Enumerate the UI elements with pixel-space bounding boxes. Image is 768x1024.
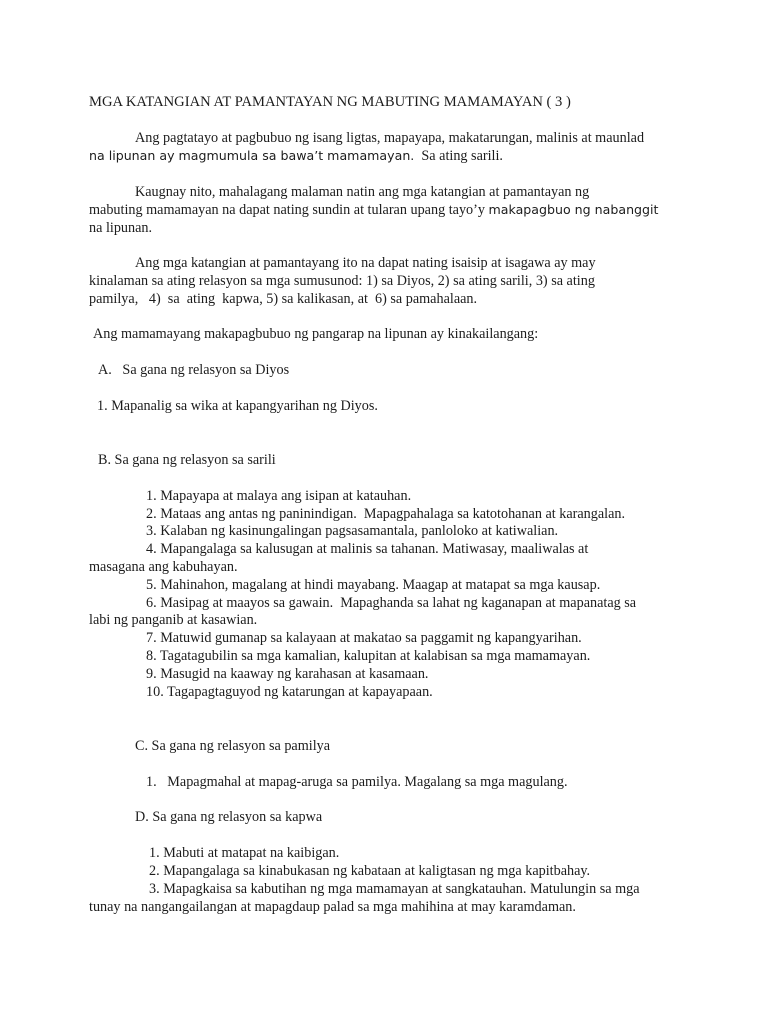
section-d-item-2: 2. Mapangalaga sa kinabukasan ng kabataan at kaligtasan ng mga kapitbahay. [149,863,591,879]
intro-line: Ang mamamayang makapagbubuo ng pangarap na lipunan ay kinakailangang: [93,326,539,342]
section-b-item-9: 9. Masugid na kaaway ng karahasan at kasamaan. [146,666,429,682]
section-d-item-1: 1. Mabuti at matapat na kaibigan. [149,845,340,861]
section-b-item-8: 8. Tagatagubilin sa mga kamalian, kalupitan at kalabisan sa mga mamamayan. [146,648,591,664]
paragraph-2-line-2 [89,201,658,219]
section-a-heading: A. Sa gana ng relasyon sa Diyos [98,362,290,378]
paragraph-1-line-2-part-a: na lipunan ay magmumula sa bawa’t mamamayan. [89,148,415,163]
section-b-item-2: 2. Mataas ang antas ng paninindigan. Mapagpahalaga sa katotohanan at karangalan. [146,506,626,522]
section-b-item-6: 6. Masipag at maayos sa gawain. Mapaghanda sa lahat ng kaganapan at mapanatag sa [146,595,637,611]
section-b-heading: B. Sa gana ng relasyon sa sarili [98,452,276,468]
section-d-item-3-cont: tunay na nangangailangan at mapagdaup palad sa mga mahihina at may karamdaman. [89,899,576,915]
section-d-item-3: 3. Mapagkaisa sa kabutihan ng mga mamamayan at sangkatauhan. Matulungin sa mga [149,881,640,897]
section-d-heading: D. Sa gana ng relasyon sa kapwa [135,809,323,825]
paragraph-3-line-3: pamilya, 4) sa ating kapwa, 5) sa kalikasan, at 6) sa pamahalaan. [89,291,478,307]
section-b-item-7: 7. Matuwid gumanap sa kalayaan at makatao sa paggamit ng kapangyarihan. [146,630,582,646]
paragraph-3-line-1: Ang mga katangian at pamantayang ito na dapat nating isaisip at isagawa ay may [135,255,596,271]
paragraph-2-line-2-part-b: makapagbuo ng nabanggit [488,202,659,217]
section-b-item-3: 3. Kalaban ng kasinungalingan pagsasamantala, panloloko at katiwalian. [146,523,559,539]
section-b-item-4: 4. Mapangalaga sa kalusugan at malinis sa tahanan. Matiwasay, maaliwalas at [146,541,589,557]
paragraph-3-line-2: kinalaman sa ating relasyon sa mga sumusunod: 1) sa Diyos, 2) sa ating sarili, 3) sa ating [89,273,595,289]
paragraph-1-line-2 [89,147,503,165]
paragraph-2-line-3: na lipunan. [89,220,153,236]
paragraph-1-line-2-part-b: Sa ating sarili. [414,148,503,164]
section-b-item-5: 5. Mahinahon, magalang at hindi mayabang. Maagap at matapat sa mga kausap. [146,577,601,593]
section-b-item-6-cont: labi ng panganib at kasawian. [89,612,258,628]
section-c-heading: C. Sa gana ng relasyon sa pamilya [135,738,331,754]
section-c-item-1: 1. Mapagmahal at mapag-aruga sa pamilya. Magalang sa mga magulang. [146,774,568,790]
section-a-item-1: 1. Mapanalig sa wika at kapangyarihan ng Diyos. [97,398,378,414]
paragraph-2-line-1: Kaugnay nito, mahalagang malaman natin ang mga katangian at pamantayan ng [135,184,590,200]
paragraph-2-line-2-part-a: mabuting mamamayan na dapat nating sundin at tularan upang tayo’y [89,202,489,218]
section-b-item-4-cont: masagana ang kabuhayan. [89,559,238,575]
section-b-item-10: 10. Tagapagtaguyod ng katarungan at kapayapaan. [146,684,433,700]
document-title: MGA KATANGIAN AT PAMANTAYAN NG MABUTING MAMAMAYAN ( 3 ) [89,94,571,110]
paragraph-1-line-1: Ang pagtatayo at pagbubuo ng isang ligtas, mapayapa, makatarungan, malinis at maunlad [135,130,645,146]
section-b-item-1: 1. Mapayapa at malaya ang isipan at katauhan. [146,488,412,504]
